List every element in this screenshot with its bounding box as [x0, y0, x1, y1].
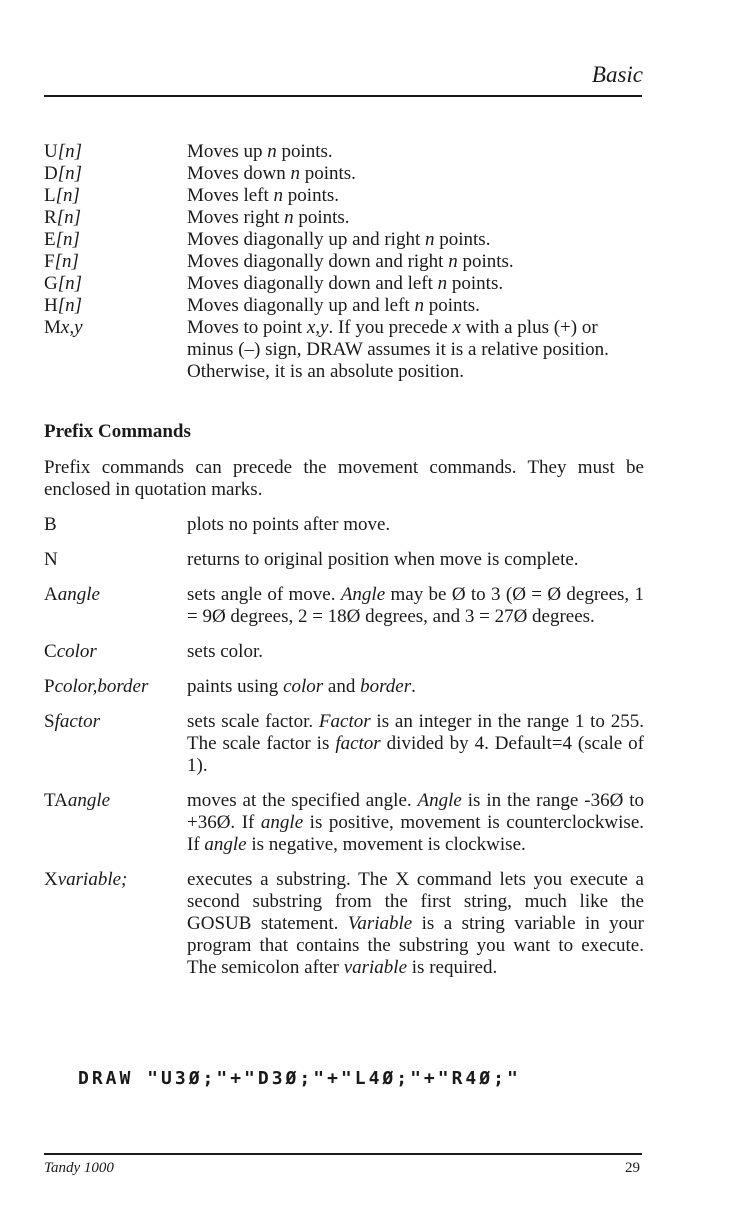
command-argument: [n] [57, 295, 83, 316]
command-letter: A [44, 584, 58, 605]
prefix-command-row [44, 514, 644, 536]
movement-command-list [44, 141, 644, 383]
command-description [187, 790, 644, 856]
description-text: Moves up [187, 141, 268, 162]
command-argument: [n] [57, 273, 83, 294]
emphasis-text: n [414, 295, 424, 316]
description-text: with a plus (+) or minus (–) sign, DRAW assumes it is a relative position. Otherwise, it is an absolute position. [187, 317, 609, 382]
description-text: points. [447, 273, 504, 294]
command-argument: factor [54, 711, 100, 732]
movement-command-row [44, 229, 644, 251]
emphasis-text: Factor [318, 711, 371, 732]
command-name [44, 163, 187, 185]
footer-rule [44, 1153, 642, 1155]
prefix-command-row [44, 549, 644, 571]
emphasis-text: angle [204, 834, 247, 855]
emphasis-text: Variable [347, 913, 413, 934]
description-text: divided by 4. Default=4 (scale of 1). [187, 733, 644, 776]
description-text: is negative, movement is clockwise. [246, 834, 526, 855]
command-name [44, 273, 187, 295]
description-text: points. [276, 141, 333, 162]
movement-command-row [44, 273, 644, 295]
command-description [187, 141, 644, 163]
description-text: sets color. [187, 641, 263, 662]
command-letter: E [44, 229, 56, 250]
command-argument: [n] [57, 141, 83, 162]
emphasis-text: x,y [306, 317, 329, 338]
description-text: points. [423, 295, 480, 316]
command-description [187, 317, 644, 383]
description-text: Moves to point [187, 317, 307, 338]
command-description [187, 295, 644, 317]
command-letter: C [44, 641, 57, 662]
prefix-command-row [44, 676, 644, 698]
header-rule [44, 95, 642, 97]
description-text: sets angle of move. [187, 584, 341, 605]
emphasis-text: n [284, 207, 294, 228]
emphasis-text: n [437, 273, 448, 294]
section-heading: Prefix Commands [44, 421, 191, 442]
command-description [187, 514, 644, 536]
command-description [187, 163, 644, 185]
prefix-command-row [44, 790, 644, 856]
description-text: Moves diagonally up and left [187, 295, 415, 316]
command-letter: H [44, 295, 58, 316]
command-argument: [n] [56, 207, 81, 228]
prefix-command-list [44, 514, 644, 992]
emphasis-text: color [283, 676, 324, 697]
command-description [187, 185, 644, 207]
command-argument: angle [57, 584, 100, 605]
description-text: points. [293, 207, 350, 228]
command-description [187, 229, 644, 251]
command-description [187, 641, 644, 663]
emphasis-text: n [448, 251, 458, 272]
command-name [44, 641, 187, 663]
command-description [187, 207, 644, 229]
description-text: returns to original position when move is complete. [187, 549, 579, 570]
description-text: and [323, 676, 361, 697]
emphasis-text: angle [260, 812, 304, 833]
description-text: is positive, movement is counterclockwise. If [187, 812, 644, 855]
command-name [44, 584, 187, 628]
description-text: executes a substring. The X command lets you execute a second substring from the first string, much like the GOSUB statement. [187, 869, 644, 934]
section-intro: Prefix commands can precede the movement commands. They must be enclosed in quotation marks. [44, 457, 644, 500]
command-letter: X [44, 869, 58, 890]
description-text: points. [283, 185, 339, 206]
description-text: Moves left [187, 185, 274, 206]
command-argument: variable; [57, 869, 128, 890]
description-text: points. [299, 163, 356, 184]
code-example: DRAW "U3Ø;"+"D3Ø;"+"L4Ø;"+"R4Ø;" [78, 1068, 521, 1089]
command-name [44, 790, 187, 856]
description-text: sets scale factor. [187, 711, 319, 732]
command-letter: G [44, 273, 58, 294]
description-text: is in the range -36Ø to +36Ø. If [187, 790, 644, 833]
prefix-command-row [44, 584, 644, 628]
emphasis-text: border [360, 676, 412, 697]
description-text: . [411, 676, 416, 697]
command-letter: M [44, 317, 61, 338]
command-letter: R [44, 207, 57, 228]
movement-command-row [44, 163, 644, 185]
command-argument: x,y [60, 317, 83, 338]
page-header-title: Basic [591, 62, 643, 87]
command-name [44, 207, 187, 229]
description-text: plots no points after move. [187, 514, 391, 535]
command-argument: [n] [55, 185, 80, 206]
command-name [44, 711, 187, 777]
description-text: may be Ø to 3 (Ø = Ø degrees, 1 = 9Ø degrees, 2 = 18Ø degrees, and 3 = 27Ø degrees. [187, 584, 645, 627]
description-text: is a string variable in your program that contains the substring you want to execute. The semicolon after [187, 913, 644, 978]
prefix-command-row [44, 869, 644, 979]
command-description [187, 676, 644, 698]
command-letter: B [44, 514, 57, 535]
command-name [44, 251, 187, 273]
command-description [187, 549, 644, 571]
prefix-command-row [44, 711, 644, 777]
command-description [187, 251, 644, 273]
movement-command-row [44, 185, 644, 207]
emphasis-text: variable [343, 957, 408, 978]
command-name [44, 295, 187, 317]
emphasis-text: n [290, 163, 300, 184]
command-letter: U [44, 141, 58, 162]
command-letter: F [44, 251, 55, 272]
movement-command-row [44, 141, 644, 163]
description-text: Moves right [187, 207, 285, 228]
description-text: . If you precede [328, 317, 453, 338]
command-name [44, 185, 187, 207]
command-name [44, 317, 187, 383]
emphasis-text: n [267, 141, 277, 162]
command-argument: [n] [55, 229, 80, 250]
movement-command-row [44, 251, 644, 273]
command-description [187, 273, 644, 295]
command-letter: L [44, 185, 56, 206]
footer-title: Tandy 1000 [44, 1160, 114, 1176]
command-description [187, 711, 644, 777]
command-name [44, 229, 187, 251]
command-argument: angle [67, 790, 111, 811]
description-text: points. [457, 251, 514, 272]
command-name [44, 549, 187, 571]
command-letter: D [44, 163, 58, 184]
description-text: paints using [187, 676, 284, 697]
command-argument: color [56, 641, 97, 662]
command-description [187, 869, 644, 979]
description-text: Moves diagonally down and right [187, 251, 449, 272]
description-text: is an integer in the range 1 to 255. The scale factor is [187, 711, 644, 754]
description-text: points. [434, 229, 491, 250]
command-letter: N [44, 549, 58, 570]
movement-command-row [44, 295, 644, 317]
command-argument: color,border [54, 676, 149, 697]
emphasis-text: n [273, 185, 284, 206]
command-argument: [n] [57, 163, 83, 184]
command-name [44, 514, 187, 536]
command-description [187, 584, 644, 628]
description-text: Moves down [187, 163, 291, 184]
command-letter: S [44, 711, 55, 732]
command-name [44, 141, 187, 163]
command-argument: [n] [54, 251, 79, 272]
command-letter: TA [44, 790, 68, 811]
emphasis-text: Angle [340, 584, 386, 605]
emphasis-text: x [452, 317, 461, 338]
movement-command-row [44, 207, 644, 229]
description-text: Moves diagonally up and right [187, 229, 425, 250]
page-number: 29 [625, 1160, 640, 1176]
description-text: moves at the specified angle. [187, 790, 418, 811]
description-text: is required. [407, 957, 498, 978]
command-name [44, 869, 187, 979]
description-text: Moves diagonally down and left [187, 273, 438, 294]
emphasis-text: Angle [417, 790, 462, 811]
prefix-command-row [44, 641, 644, 663]
command-name [44, 676, 187, 698]
movement-command-row [44, 317, 644, 383]
emphasis-text: n [425, 229, 435, 250]
command-letter: P [44, 676, 55, 697]
emphasis-text: factor [335, 733, 381, 754]
